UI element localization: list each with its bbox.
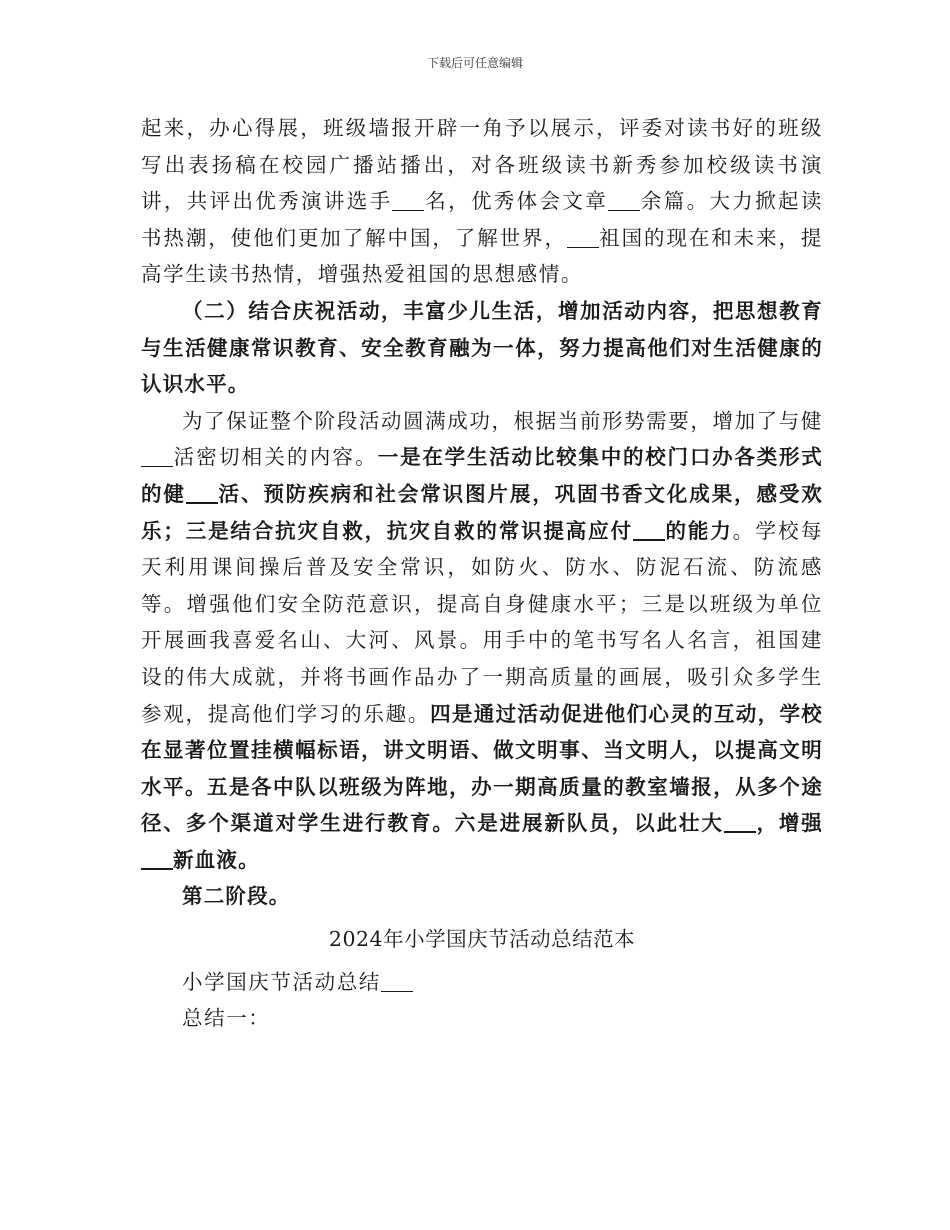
blank-line (567, 226, 599, 248)
blank-line (186, 481, 218, 504)
blank-line (724, 811, 756, 834)
blank-line (608, 190, 640, 212)
page-header: 下载后可任意编辑 (426, 56, 523, 70)
blank-line (381, 970, 413, 992)
paragraph-stage-two: 第二阶段。 (182, 884, 291, 909)
section-heading-two: （二）结合庆祝活动，丰富少儿生活，增加活动内容，把思想教育与生活健康常识教育、安全教育融为一体，努力提高他们对生活健康的认识水平。 (141, 298, 823, 397)
blank-line (392, 190, 424, 212)
paragraph-activities: 为了保证整个阶段活动圆满成功，根据当前形势需要，增加了与健活密切相关的内容。一是在学生活动比较集中的校门口办各类形式的健 活、预防疾病和社会常识图片展，巩固书香文化成果，感受欢乐；三是结合抗灾自救，抗灾自救的常识提高应付 的能力。学校每天利用课间操后普及安全常识，如防火、防水、防泥石流、防流感等。增强他们安全防范意识，提高自身健康水平；三是以班级为单位开展画我喜爱名山、大河、风景。用手中的笔书写名人名言，祖国建设的伟大成就，并将书画作品办了一期高质量的画展，吸引众多学生参观，提高他们学习的乐趣。四是通过活动促进他们心灵的互动，学校在显著位置挂横幅标语，讲文明语、做文明事、当文明人，以提高文明水平。五是各中队以班级为阵地，办一期高质量的教室墙报，从多个途径、多个渠道对学生进行教育。六是进展新队员，以此壮大 ，增强新血液。 (141, 408, 823, 872)
summary-subtitle: 小学国庆节活动总结 (141, 964, 823, 1001)
blank-line (141, 847, 173, 870)
document-title: 2024年小学国庆节活动总结范本 (328, 927, 636, 952)
paragraph-reading-activity: 起来，办心得展，班级墙报开辟一角予以展示，评委对读书好的班级写出表扬稿在校园广播站播出，对各班级读书新秀参加校级读书演讲，共评出优秀演讲选手 名，优秀体会文章 余篇。大力掀起读书热潮，使他们更加了解中国，了解世界， 祖国的现在和未来，提高学生读书热情，增强热爱祖国的思想感情。 (141, 116, 823, 287)
document-body (141, 110, 823, 1037)
blank-line (141, 446, 173, 468)
blank-line (633, 518, 665, 541)
summary-one-label: 总结一： (182, 1006, 271, 1031)
